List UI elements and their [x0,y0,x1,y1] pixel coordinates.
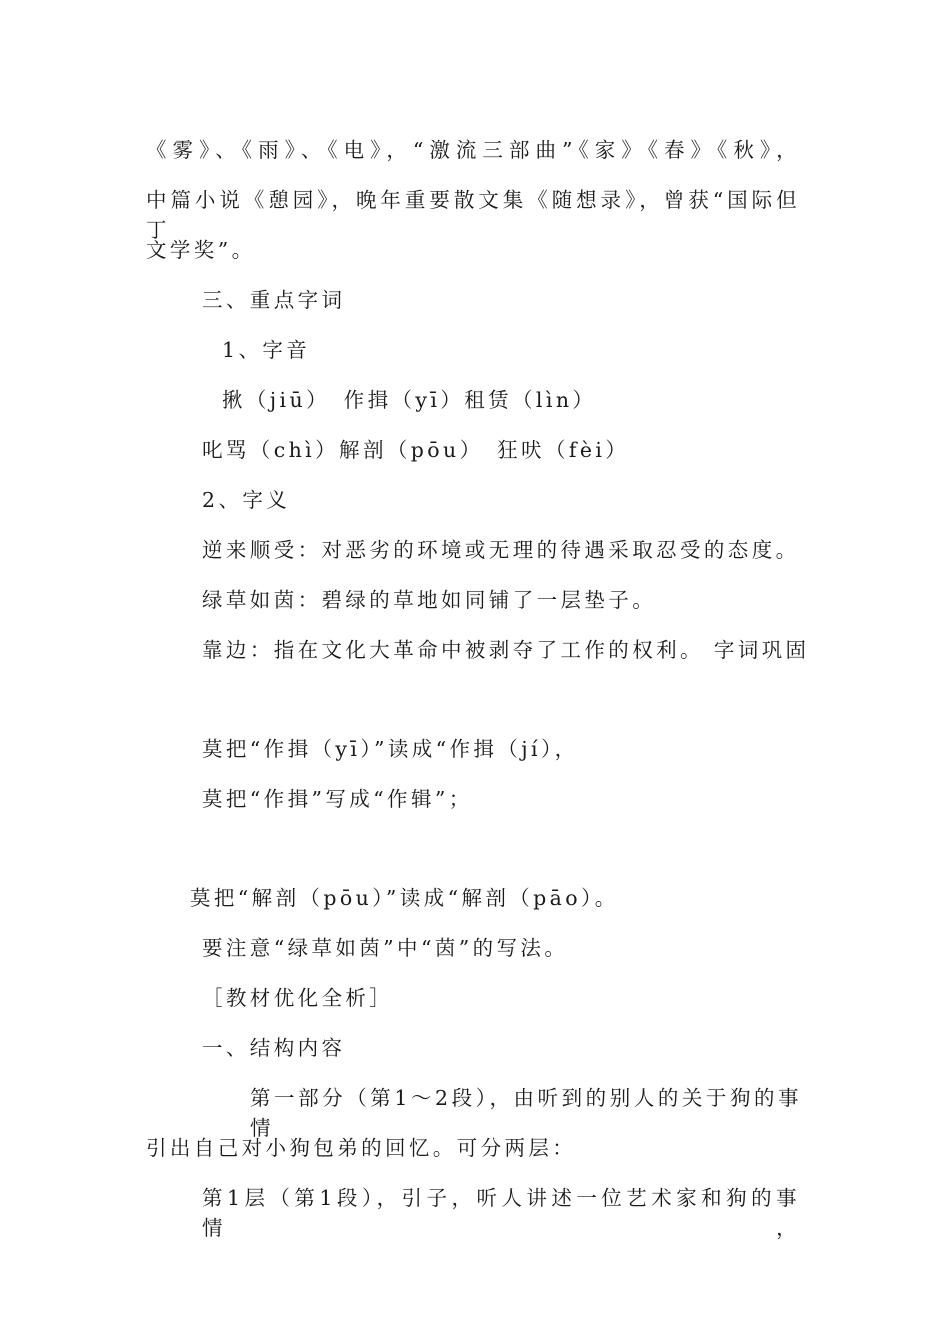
subsection-heading: 1、字音 [222,338,311,362]
definition-line: 靠边：指在文化大革命中被剥夺了工作的权利。 字词巩固 [202,638,810,662]
section-heading: 三、重点字词 [202,288,346,312]
consolidation-line: 莫把“作揖（yī）”读成“作揖（jí）， [202,737,579,761]
pronunciation-line: 揪（jiū） 作揖（yī）租赁（lìn） [222,388,597,412]
paragraph-line: 引出自己对小狗包弟的回忆。可分两层： [146,1136,577,1160]
consolidation-line: 莫把“解剖（pōu）”读成“解剖（pāo）。 [190,886,619,910]
definition-line: 逆来顺受：对恶劣的环境或无理的待遇采取忍受的态度。 [202,538,800,562]
pronunciation-line: 叱骂（chì）解剖（pōu） 狂吠（fèi） [202,438,630,462]
section-heading: 一、结构内容 [202,1036,346,1060]
paragraph-line: 《雾》、《雨》、《电》，“激流三部曲”《家》《春》《秋》， [146,138,800,162]
definition-line: 绿草如茵：碧绿的草地如同铺了一层垫子。 [202,588,657,612]
paragraph-line: 中篇小说《憩园》，晚年重要散文集《随想录》，曾获“国际但丁 [146,188,800,242]
paragraph-line: 第1层（第1段），引子，听人讲述一位艺术家和狗的事情， [202,1186,800,1240]
subsection-heading: 2、字义 [202,488,291,512]
consolidation-line: 要注意“绿草如茵”中“茵”的写法。 [202,936,569,960]
section-heading: ［教材优化全析］ [202,986,394,1010]
paragraph-line: 第一部分（第1～2段），由听到的别人的关于狗的事情 [250,1086,802,1140]
paragraph-line: 文学奖”。 [146,238,256,262]
consolidation-line: 莫把“作揖”写成“作辑”； [202,787,473,811]
